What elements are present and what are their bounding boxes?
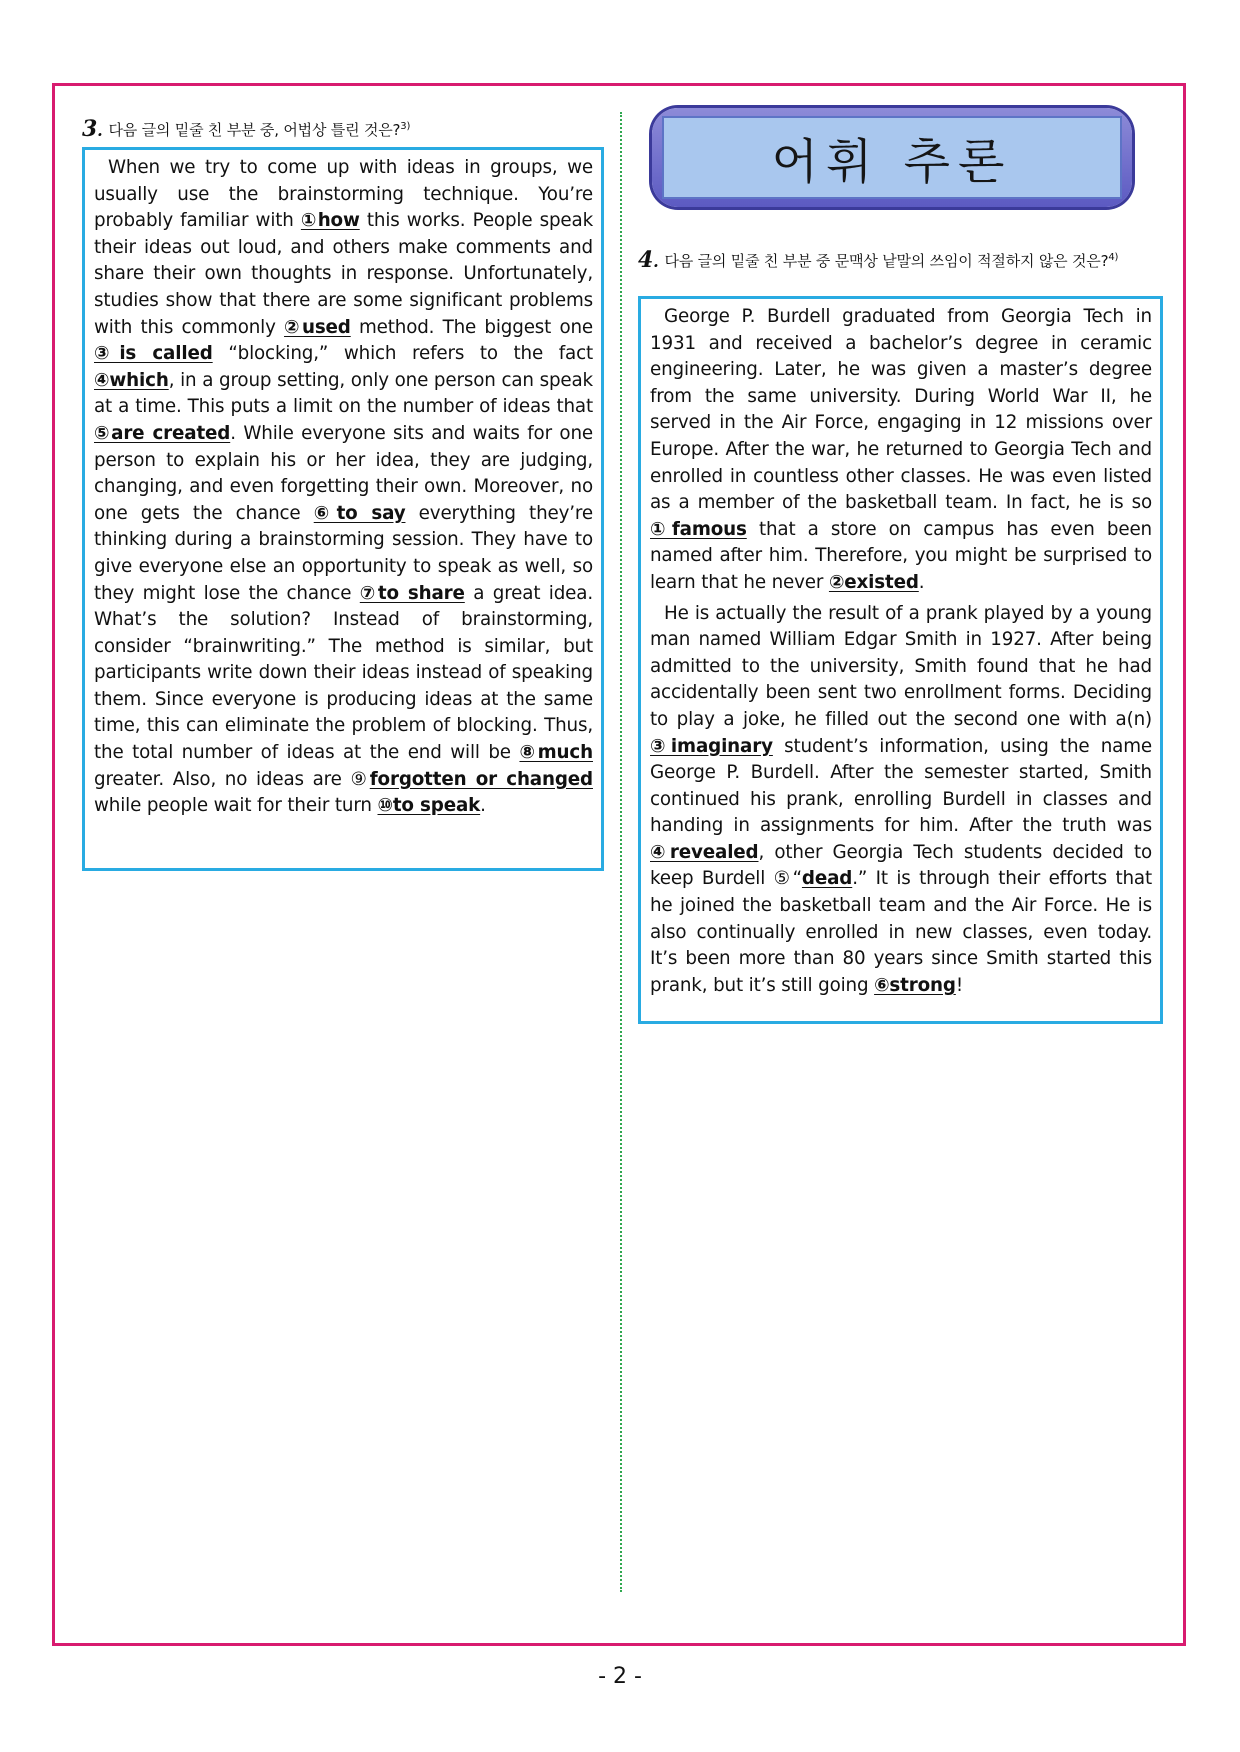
q3-number: 3. bbox=[82, 116, 103, 142]
underlined-choice: ⑥to say bbox=[313, 502, 406, 524]
column-divider bbox=[620, 112, 622, 1592]
underlined-choice: ③imaginary bbox=[650, 735, 773, 757]
banner-inner bbox=[662, 116, 1122, 199]
underlined-choice: dead bbox=[801, 868, 853, 890]
q4-number: 4. bbox=[638, 247, 659, 273]
q4-passage bbox=[638, 296, 1163, 1024]
q4-paragraph-1: George P. Burdell graduated from Georgia Tech in 1931 and received a bachelor’s degree in ceramic engineering. Later, he was given a master’s degree from the same university. During World War II, he served in the Air Force, engaging in 12 missions over Europe. After the war, he returned to Georgia Tech and enrolled in countless other classes. He was even listed as a member of the basketball team. In fact, he is so ①famous that a store on campus has even been named after him. Therefore, you might be surprised to learn that he never ②existed. bbox=[650, 306, 1152, 593]
underlined-choice: ⑦to share bbox=[359, 582, 465, 604]
underlined-choice: ②used bbox=[284, 316, 351, 338]
q4-footnote: 4) bbox=[1108, 252, 1119, 263]
q3-question-text: 다음 글의 밑줄 친 부분 중, 어법상 틀린 것은? bbox=[108, 121, 401, 139]
q3-paragraph: When we try to come up with ideas in groups, we usually use the brainstorming technique. You’re probably familiar with ①how this works. People speak their ideas out loud, and others make comments and share their own thoughts in response. Unfortunately, studies show that there are some significant problems with this commonly ②used method. The biggest one ③is called “blocking,” which refers to the fact ④which, in a group setting, only one person can speak at a time. This puts a limit on the number of ideas that ⑤are created. While everyone sits and waits for one person to explain his or her idea, they are judging, changing, and even forgetting their own. Moreover, no one gets the chance ⑥to say everything they’re thinking during a brainstorming session. They have to give everyone else an opportunity to speak as well, so they might lose the chance ⑦to share a great idea. What’s the solution? Instead of brainstorming, consider “brainwriting.” The method is similar, but participants write down their ideas instead of speaking them. Since everyone is producing ideas at the same time, this can eliminate the problem of blocking. Thus, the total number of ideas at the end will be ⑧much greater. Also, no ideas are ⑨forgotten or changed while people wait for their turn ⑩to speak. bbox=[94, 157, 594, 817]
underlined-choice: ④revealed bbox=[650, 841, 759, 863]
q3-footnote: 3) bbox=[400, 121, 411, 132]
underlined-choice: ⑩to speak bbox=[377, 795, 481, 817]
q4-paragraph-2: He is actually the result of a prank played by a young man named William Edgar Smith in 1927. After being admitted to the university, Smith found that he had accidentally been sent two enrollment forms. Deciding to play a joke, he filled out the second one with a(n) ③imaginary student’s information, using the name George P. Burdell. After the semester started, Smith continued his prank, enrolling Burdell in classes and handing in assignments for him. After the truth was ④revealed, other Georgia Tech students decided to keep Burdell ⑤“dead.” It is through their efforts that he joined the basketball team and the Air Force. He is also continually enrolled in new classes, even today. It’s been more than 80 years since Smith started this prank, but it’s still going ⑥strong! bbox=[650, 602, 1152, 996]
underlined-choice: ④which bbox=[94, 369, 169, 391]
section-banner bbox=[652, 108, 1132, 207]
page-number: - 2 - bbox=[598, 1664, 642, 1689]
underlined-choice: ②existed bbox=[828, 571, 919, 593]
underlined-choice: forgotten or changed bbox=[369, 768, 593, 790]
underlined-choice: ⑥strong bbox=[874, 974, 956, 996]
q3-passage bbox=[82, 147, 604, 871]
underlined-choice: ①famous bbox=[650, 518, 747, 540]
q4-question bbox=[638, 248, 1164, 272]
underlined-choice: ③is called bbox=[94, 343, 213, 365]
underlined-choice: ①how bbox=[300, 210, 360, 232]
q4-question-text: 다음 글의 밑줄 친 부분 중 문맥상 낱말의 쓰임이 적절하지 않은 것은? bbox=[664, 252, 1109, 270]
q3-question bbox=[82, 117, 602, 141]
underlined-choice: ⑧much bbox=[519, 742, 593, 764]
section-title: 어휘 추론 bbox=[771, 134, 1013, 190]
underlined-choice: ⑤are created bbox=[94, 422, 231, 444]
